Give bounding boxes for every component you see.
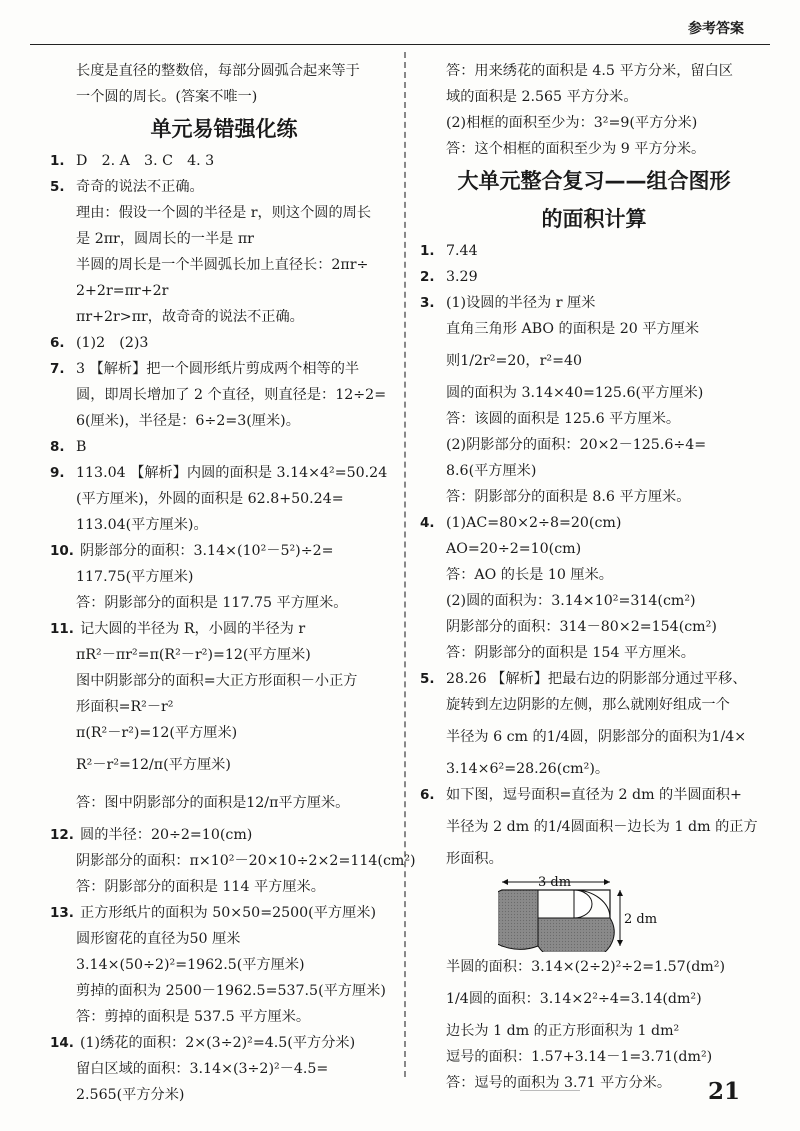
answer-text: 7.44 — [446, 243, 478, 259]
answer-text: D 2. A 3. C 4. 3 — [76, 153, 215, 169]
column-divider — [404, 52, 406, 1077]
answer-line — [50, 460, 398, 486]
question-number: 9. — [50, 465, 65, 481]
question-number: 5. — [420, 671, 435, 687]
answer-text: 逗号的面积：1.57+3.14－1=3.71(dm²) — [446, 1049, 713, 1065]
answer-line — [50, 1030, 398, 1056]
answer-line — [50, 978, 398, 1004]
answer-line — [420, 980, 768, 1018]
answer-line — [50, 848, 416, 874]
answer-line — [420, 264, 768, 290]
answer-text: 记大圆的半径为 R，小圆的半径为 r — [80, 621, 306, 637]
answer-text: (1)绣花的面积：2×(3÷2)²=4.5(平方分米) — [80, 1035, 356, 1051]
answer-line — [50, 590, 398, 616]
page-number: 21 — [707, 1078, 740, 1105]
answer-line — [420, 406, 768, 432]
answer-text: 113.04(平方厘米)。 — [76, 517, 208, 533]
comma-shape-figure — [420, 872, 768, 954]
answer-text: 圆，即周长增加了 2 个直径，则直径是：12÷2= — [76, 387, 387, 403]
answer-text: πR²－πr²=π(R²－r²)=12(平方厘米) — [76, 647, 311, 663]
answer-line — [420, 1018, 768, 1044]
answer-text: 2+2r=πr+2r — [76, 283, 169, 299]
question-number: 5. — [50, 179, 65, 195]
question-number: 8. — [50, 439, 65, 455]
answer-text: 半径为 6 cm 的1/4圆，阴影部分的面积为1/4× — [446, 729, 747, 745]
answer-line — [420, 536, 768, 562]
question-number: 6. — [50, 335, 65, 351]
answer-line — [50, 200, 398, 226]
answer-text: 8.6(平方厘米) — [446, 463, 537, 479]
answer-text: 正方形纸片的面积为 50×50=2500(平方厘米) — [80, 905, 377, 921]
answer-text: AO=20÷2=10(cm) — [446, 541, 582, 557]
answer-line — [50, 900, 398, 926]
answer-line — [50, 1004, 398, 1030]
question-number: 6. — [420, 787, 435, 803]
answer-text: 阴影部分的面积：3.14×(10²－5²)÷2= — [80, 543, 334, 559]
answer-text: 是 2πr，圆周长的一半是 πr — [76, 231, 254, 247]
answer-text: 3.14×6²=28.26(cm²)。 — [446, 761, 610, 777]
answer-text: (1)设圆的半径为 r 厘米 — [446, 295, 596, 311]
answer-text: 3 【解析】把一个圆形纸片剪成两个相等的半 — [76, 361, 360, 377]
answer-text: 6(厘米)，半径是：6÷2=3(厘米)。 — [76, 413, 300, 429]
answer-line — [50, 952, 398, 978]
answer-line — [50, 84, 398, 110]
answer-line — [420, 666, 768, 692]
answer-line — [50, 58, 398, 84]
answer-text: 3.14×(50÷2)²=1962.5(平方厘米) — [76, 957, 305, 973]
question-number: 1. — [420, 243, 435, 259]
section-title: 大单元整合复习——组合图形 — [457, 169, 731, 193]
question-number: 4. — [420, 515, 435, 531]
answer-line — [420, 484, 768, 510]
answer-text: 117.75(平方厘米) — [76, 569, 194, 585]
question-number: 1. — [50, 153, 65, 169]
answer-text: 奇奇的说法不正确。 — [76, 179, 204, 195]
answer-line — [420, 756, 768, 782]
answer-line — [420, 432, 768, 458]
answer-text: 圆的半径：20÷2=10(cm) — [80, 827, 253, 843]
answer-line — [50, 512, 398, 538]
answer-line — [50, 784, 398, 822]
answer-text: 长度是直径的整数倍，每部分圆弧合起来等于 — [76, 63, 360, 79]
answer-text: 半圆的面积：3.14×(2÷2)²÷2=1.57(dm²) — [446, 959, 725, 975]
answer-text: 答：剪掉的面积是 537.5 平方厘米。 — [76, 1009, 311, 1025]
answer-line — [50, 926, 398, 952]
header-label: 参考答案 — [688, 21, 744, 37]
answer-line — [420, 110, 768, 136]
answer-text: (1)AC=80×2÷8=20(cm) — [446, 515, 622, 531]
answer-line — [420, 588, 768, 614]
answer-line — [50, 356, 398, 382]
answer-line — [50, 668, 398, 694]
answer-text: 答：该圆的面积是 125.6 平方厘米。 — [446, 411, 681, 427]
answer-text: (2)相框的面积至少为：3²=9(平方分米) — [446, 115, 698, 131]
answer-line — [50, 304, 398, 330]
answer-text: 答：阴影部分的面积是 117.75 平方厘米。 — [76, 595, 348, 611]
answer-text: 直角三角形 ABO 的面积是 20 平方厘米 — [446, 321, 700, 337]
answer-line — [50, 278, 398, 304]
question-number: 12. — [50, 827, 74, 843]
answer-text: 答：AO 的长是 10 厘米。 — [446, 567, 613, 583]
answer-line — [420, 692, 768, 718]
answer-line — [420, 136, 768, 162]
answer-line — [420, 562, 768, 588]
answer-text: 图中阴影部分的面积=大正方形面积－小正方 — [76, 673, 358, 689]
answer-text: 旋转到左边阴影的左侧，那么就刚好组成一个 — [446, 697, 730, 713]
answer-line — [420, 808, 768, 846]
answer-text: πr+2r>πr，故奇奇的说法不正确。 — [76, 309, 304, 325]
answer-line — [420, 458, 768, 484]
question-number: 2. — [420, 269, 435, 285]
answer-text: 答：阴影部分的面积是 8.6 平方厘米。 — [446, 489, 691, 505]
answer-line — [50, 538, 398, 564]
answer-line — [50, 174, 398, 200]
answer-text: 半圆的周长是一个半圆弧长加上直径长：2πr÷ — [76, 257, 369, 273]
answer-text: 答：图中阴影部分的面积是12/π平方厘米。 — [76, 795, 350, 811]
answer-line — [420, 954, 768, 980]
answer-text: 28.26 【解析】把最右边的阴影部分通过平移、 — [446, 671, 747, 687]
answer-line — [50, 148, 398, 174]
question-number: 7. — [50, 361, 65, 377]
question-number: 11. — [50, 621, 74, 637]
question-number: 14. — [50, 1035, 74, 1051]
answer-line — [50, 382, 398, 408]
answer-text: 答：逗号的面积为 3.71 平方分米。 — [446, 1075, 672, 1091]
answer-line — [420, 614, 768, 640]
answer-text: 形面积。 — [446, 851, 503, 867]
answer-text: 理由：假设一个圆的半径是 r，则这个圆的周长 — [76, 205, 372, 221]
answer-text: 答：阴影部分的面积是 114 平方厘米。 — [76, 879, 325, 895]
answer-line — [50, 226, 398, 252]
answer-text: 1/4圆的面积：3.14×2²÷4=3.14(dm²) — [446, 991, 702, 1007]
answer-text: 2.565(平方分米) — [76, 1087, 185, 1103]
answer-text: 答：这个相框的面积至少为 9 平方分米。 — [446, 141, 706, 157]
answer-text: 答：阴影部分的面积是 154 平方厘米。 — [446, 645, 695, 661]
answer-line — [420, 84, 768, 110]
answer-line — [420, 290, 768, 316]
answer-text: 圆形窗花的直径为50 厘米 — [76, 931, 241, 947]
answer-text: 3.29 — [446, 269, 478, 285]
answer-text: 留白区域的面积：3.14×(3÷2)²－4.5= — [76, 1061, 329, 1077]
answer-line — [50, 1056, 398, 1082]
answer-text: 如下图，逗号面积=直径为 2 dm 的半圆面积+ — [446, 787, 742, 803]
left-column — [50, 58, 416, 1108]
answer-line — [50, 564, 398, 590]
answer-line — [50, 486, 398, 512]
answer-line — [420, 316, 768, 342]
answer-text: 半径为 2 dm 的1/4圆面积－边长为 1 dm 的正方 — [446, 819, 758, 835]
answer-text: (平方厘米)，外圆的面积是 62.8+50.24= — [76, 491, 344, 507]
answer-line — [50, 252, 398, 278]
answer-line — [420, 1044, 768, 1070]
answer-line — [50, 434, 398, 460]
width-label: 3 dm — [538, 875, 572, 890]
answer-text: 阴影部分的面积：314－80×2=154(cm²) — [446, 619, 717, 635]
answer-line — [420, 640, 768, 666]
answer-line — [420, 342, 768, 380]
answer-line — [50, 616, 398, 642]
question-number: 3. — [420, 295, 435, 311]
footer-mark — [520, 1090, 580, 1101]
answer-line — [50, 408, 398, 434]
header-rule — [30, 44, 770, 45]
height-label: 2 dm — [624, 912, 658, 927]
answer-text: (1)2 (2)3 — [76, 335, 149, 351]
question-number: 13. — [50, 905, 74, 921]
answer-text: B — [76, 439, 87, 455]
answer-line — [420, 782, 768, 808]
answer-text: 剪掉的面积为 2500－1962.5=537.5(平方厘米) — [76, 983, 386, 999]
answer-line — [420, 380, 768, 406]
answer-line — [420, 238, 768, 264]
answer-text: 113.04 【解析】内圆的面积是 3.14×4²=50.24 — [76, 465, 388, 481]
answer-line — [50, 1082, 398, 1108]
answer-text: 答：用来绣花的面积是 4.5 平方分米，留白区 — [446, 63, 733, 79]
answer-line — [50, 822, 398, 848]
answer-text: (2)阴影部分的面积：20×2－125.6÷4= — [446, 437, 707, 453]
answer-text: 形面积=R²－r² — [76, 699, 174, 715]
section-title: 的面积计算 — [541, 207, 647, 231]
answer-text: 域的面积是 2.565 平方分米。 — [446, 89, 638, 105]
right-column — [420, 58, 768, 1096]
answer-text: 阴影部分的面积：π×10²－20×10÷2×2=114(cm²) — [76, 853, 416, 869]
section-title: 单元易错强化练 — [150, 117, 298, 141]
answer-text: π(R²－r²)=12(平方厘米) — [76, 725, 238, 741]
answer-line — [50, 874, 398, 900]
answer-text: R²－r²=12/π(平方厘米) — [76, 757, 231, 773]
answer-line — [50, 720, 398, 746]
answer-text: 边长为 1 dm 的正方形面积为 1 dm² — [446, 1023, 680, 1039]
answer-text: 则1/2r²=20，r²=40 — [446, 353, 583, 369]
answer-text: (2)圆的面积为：3.14×10²=314(cm²) — [446, 593, 696, 609]
answer-line — [420, 846, 768, 872]
answer-line — [50, 746, 398, 784]
question-number: 10. — [50, 543, 74, 559]
answer-line — [420, 718, 768, 756]
answer-line — [50, 330, 398, 356]
answer-line — [420, 510, 768, 536]
answer-line — [50, 642, 398, 668]
answer-text: 圆的面积为 3.14×40=125.6(平方厘米) — [446, 385, 704, 401]
answer-text: 一个圆的周长。(答案不唯一) — [76, 89, 258, 105]
answer-line — [420, 58, 768, 84]
answer-line — [50, 694, 398, 720]
